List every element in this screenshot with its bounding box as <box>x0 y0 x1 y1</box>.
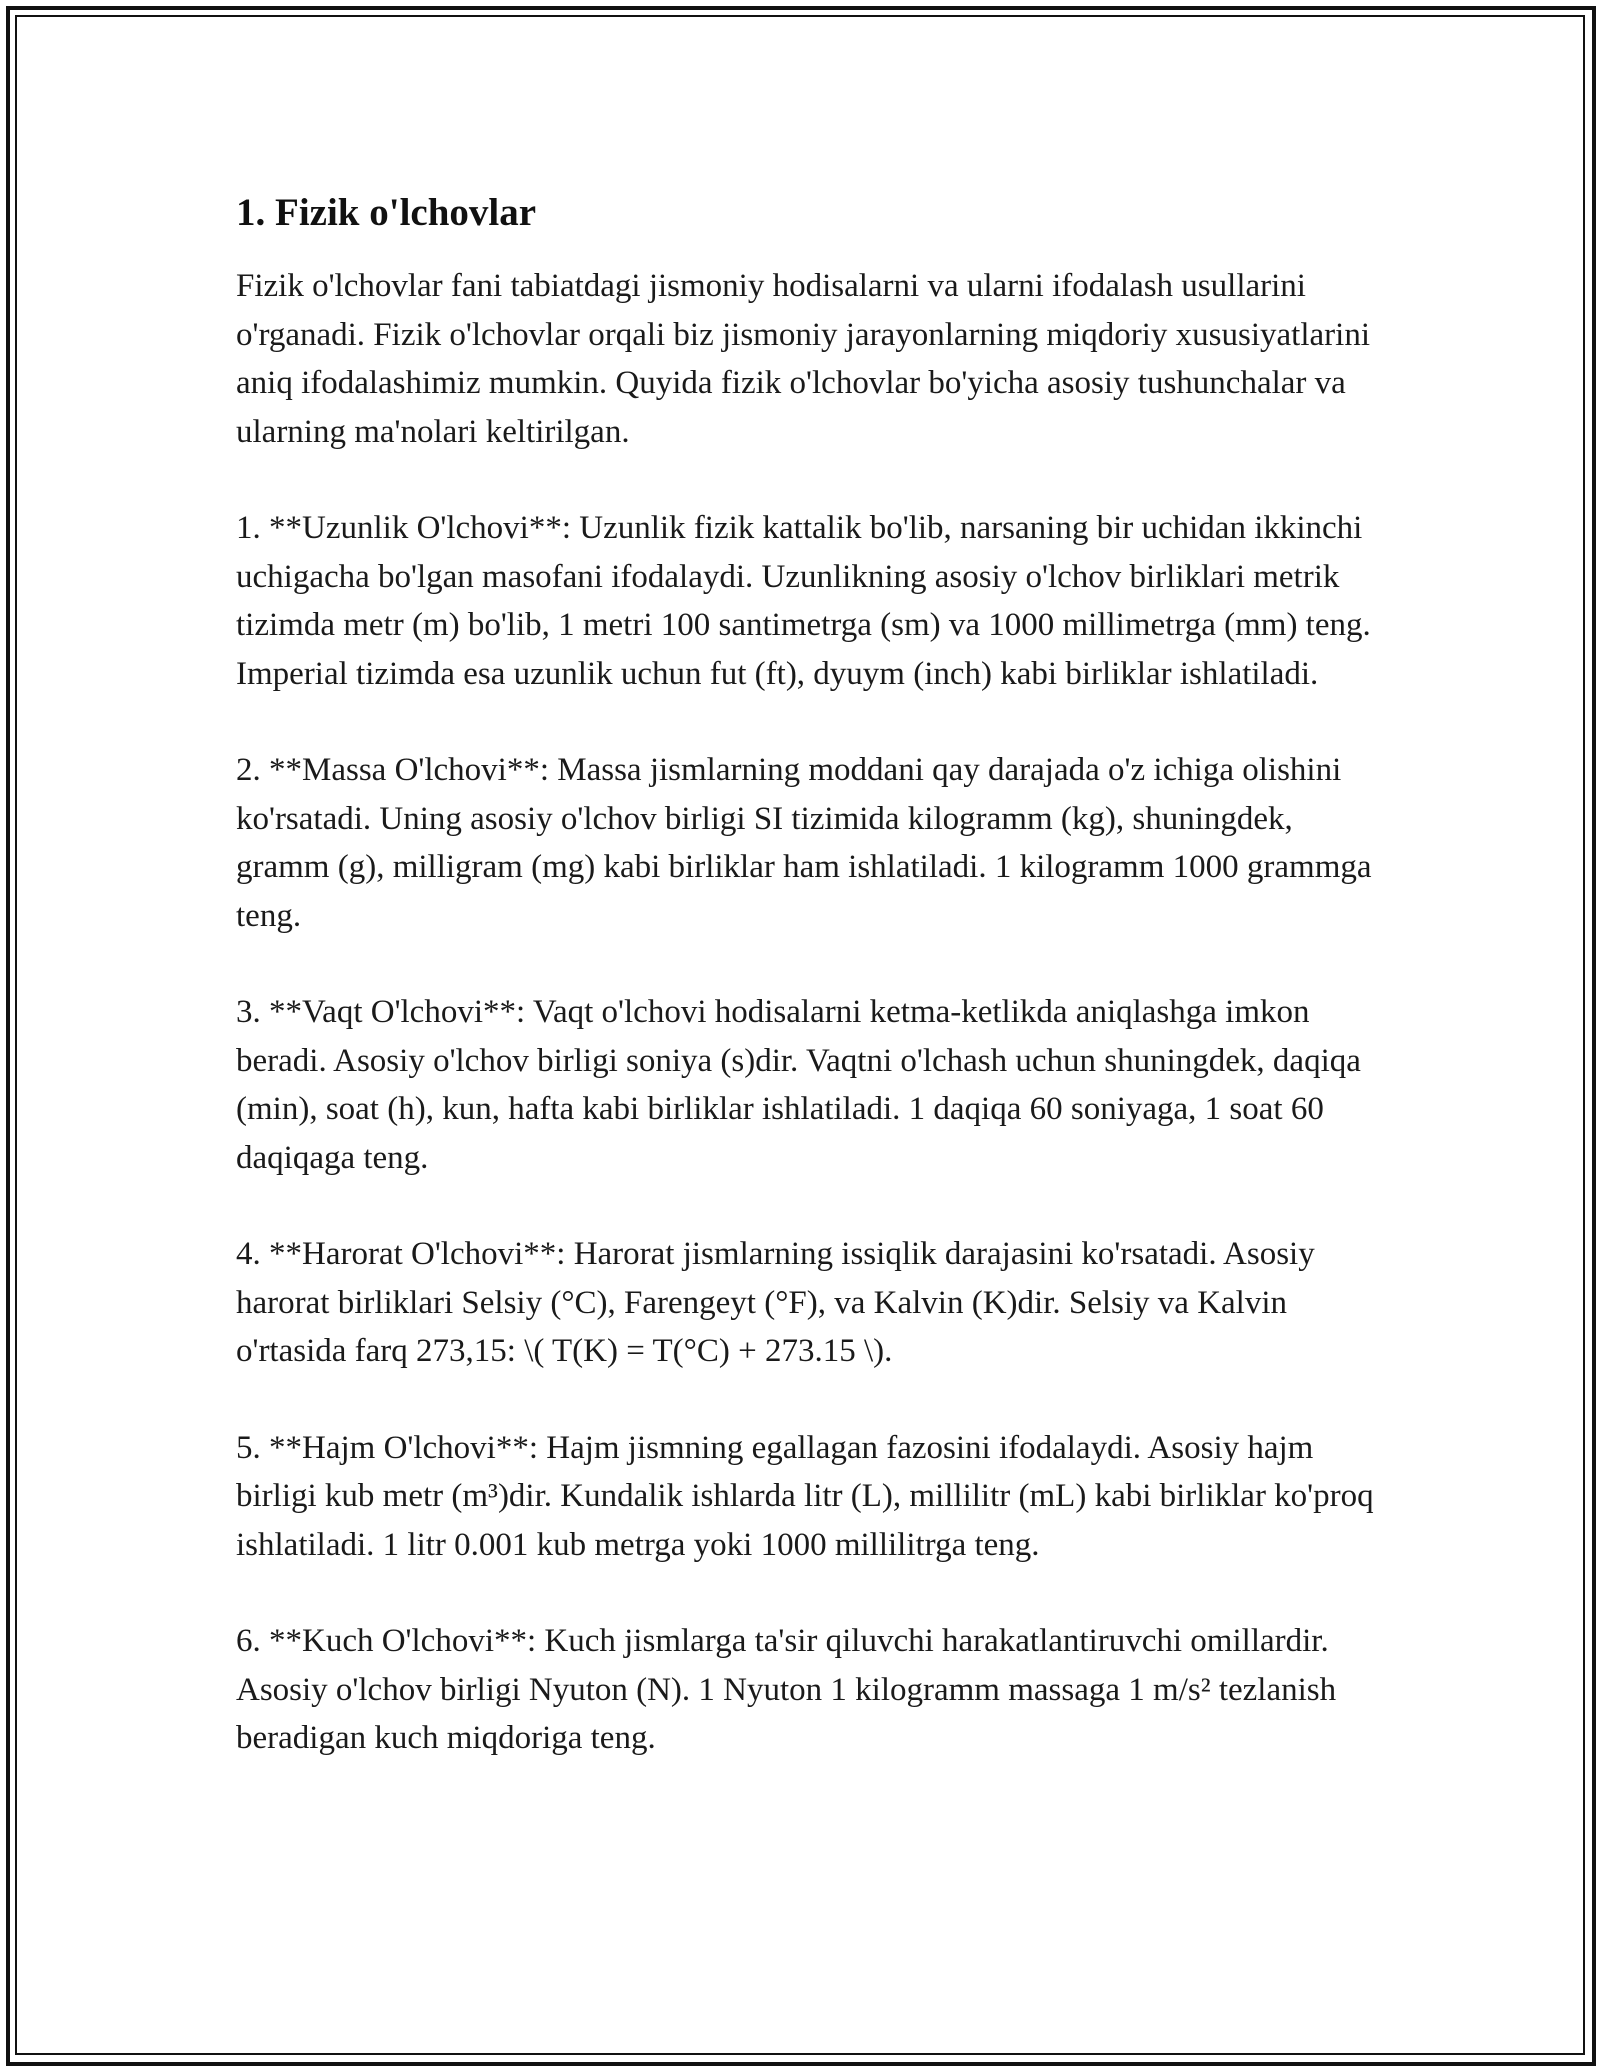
section-heading: 1. Fizik o'lchovlar <box>236 191 537 234</box>
mass-paragraph: 2. **Massa O'lchovi**: Massa jismlarning moddani qay darajada o'z ichiga olishini ko'rsatadi. Uning asosiy o'lchov birligi SI tizimida kilogramm (kg), shuningdek, gramm (g), milligram (mg) kabi birliklar ham ishlatiladi. 1 kilogramm 1000 grammga teng. <box>236 752 1372 934</box>
temperature-paragraph: 4. **Harorat O'lchovi**: Harorat jismlarning issiqlik darajasini ko'rsatadi. Asosiy harorat birliklari Selsiy (°C), Farengeyt (°F), va Kalvin (K)dir. Selsiy va Kalvin o'rtasida farq 273,15: \( T(K) = T(°C) + 273.15 \). <box>236 1236 1315 1369</box>
force-paragraph: 6. **Kuch O'lchovi**: Kuch jismlarga ta'sir qiluvchi harakatlantiruvchi omillardir. Asosiy o'lchov birligi Nyuton (N). 1 Nyuton 1 kilogramm massaga 1 m/s² tezlanish beradigan kuch miqdoriga teng. <box>236 1623 1337 1756</box>
volume-paragraph: 5. **Hajm O'lchovi**: Hajm jismning egallagan fazosini ifodalaydi. Asosiy hajm birligi kub metr (m³)dir. Kundalik ishlarda litr (L), millilitr (mL) kabi birliklar ko'proq ishlatiladi. 1 litr 0.001 kub metrga yoki 1000 millilitrga teng. <box>236 1429 1374 1563</box>
length-paragraph: 1. **Uzunlik O'lchovi**: Uzunlik fizik kattalik bo'lib, narsaning bir uchidan ikkinchi uchigacha bo'lgan masofani ifodalaydi. Uzunlikning asosiy o'lchov birliklari metrik tizimda metr (m) bo'lib, 1 metri 100 santimetrga (sm) va 1000 millimetrga (mm) teng. Imperial tizimda esa uzunlik uchun fut (ft), dyuym (inch) kabi birliklar ishlatiladi. <box>236 510 1371 692</box>
time-paragraph: 3. **Vaqt O'lchovi**: Vaqt o'lchovi hodisalarni ketma-ketlikda aniqlashga imkon beradi. Asosiy o'lchov birligi soniya (s)dir. Vaqtni o'lchash uchun shuningdek, daqiqa (min), soat (h), kun, hafta kabi birliklar ishlatiladi. 1 daqiqa 60 soniyaga, 1 soat 60 daqiqaga teng. <box>236 994 1361 1176</box>
intro-paragraph: Fizik o'lchovlar fani tabiatdagi jismoniy hodisalarni va ularni ifodalash usullarini o'rganadi. Fizik o'lchovlar orqali biz jismoniy jarayonlarning miqdoriy xususiyatlarini aniq ifodalashimiz mumkin. Quyida fizik o'lchovlar bo'yicha asosiy tushunchalar va ularning ma'nolari keltirilgan. <box>236 268 1370 450</box>
document-body <box>236 186 1376 1811</box>
